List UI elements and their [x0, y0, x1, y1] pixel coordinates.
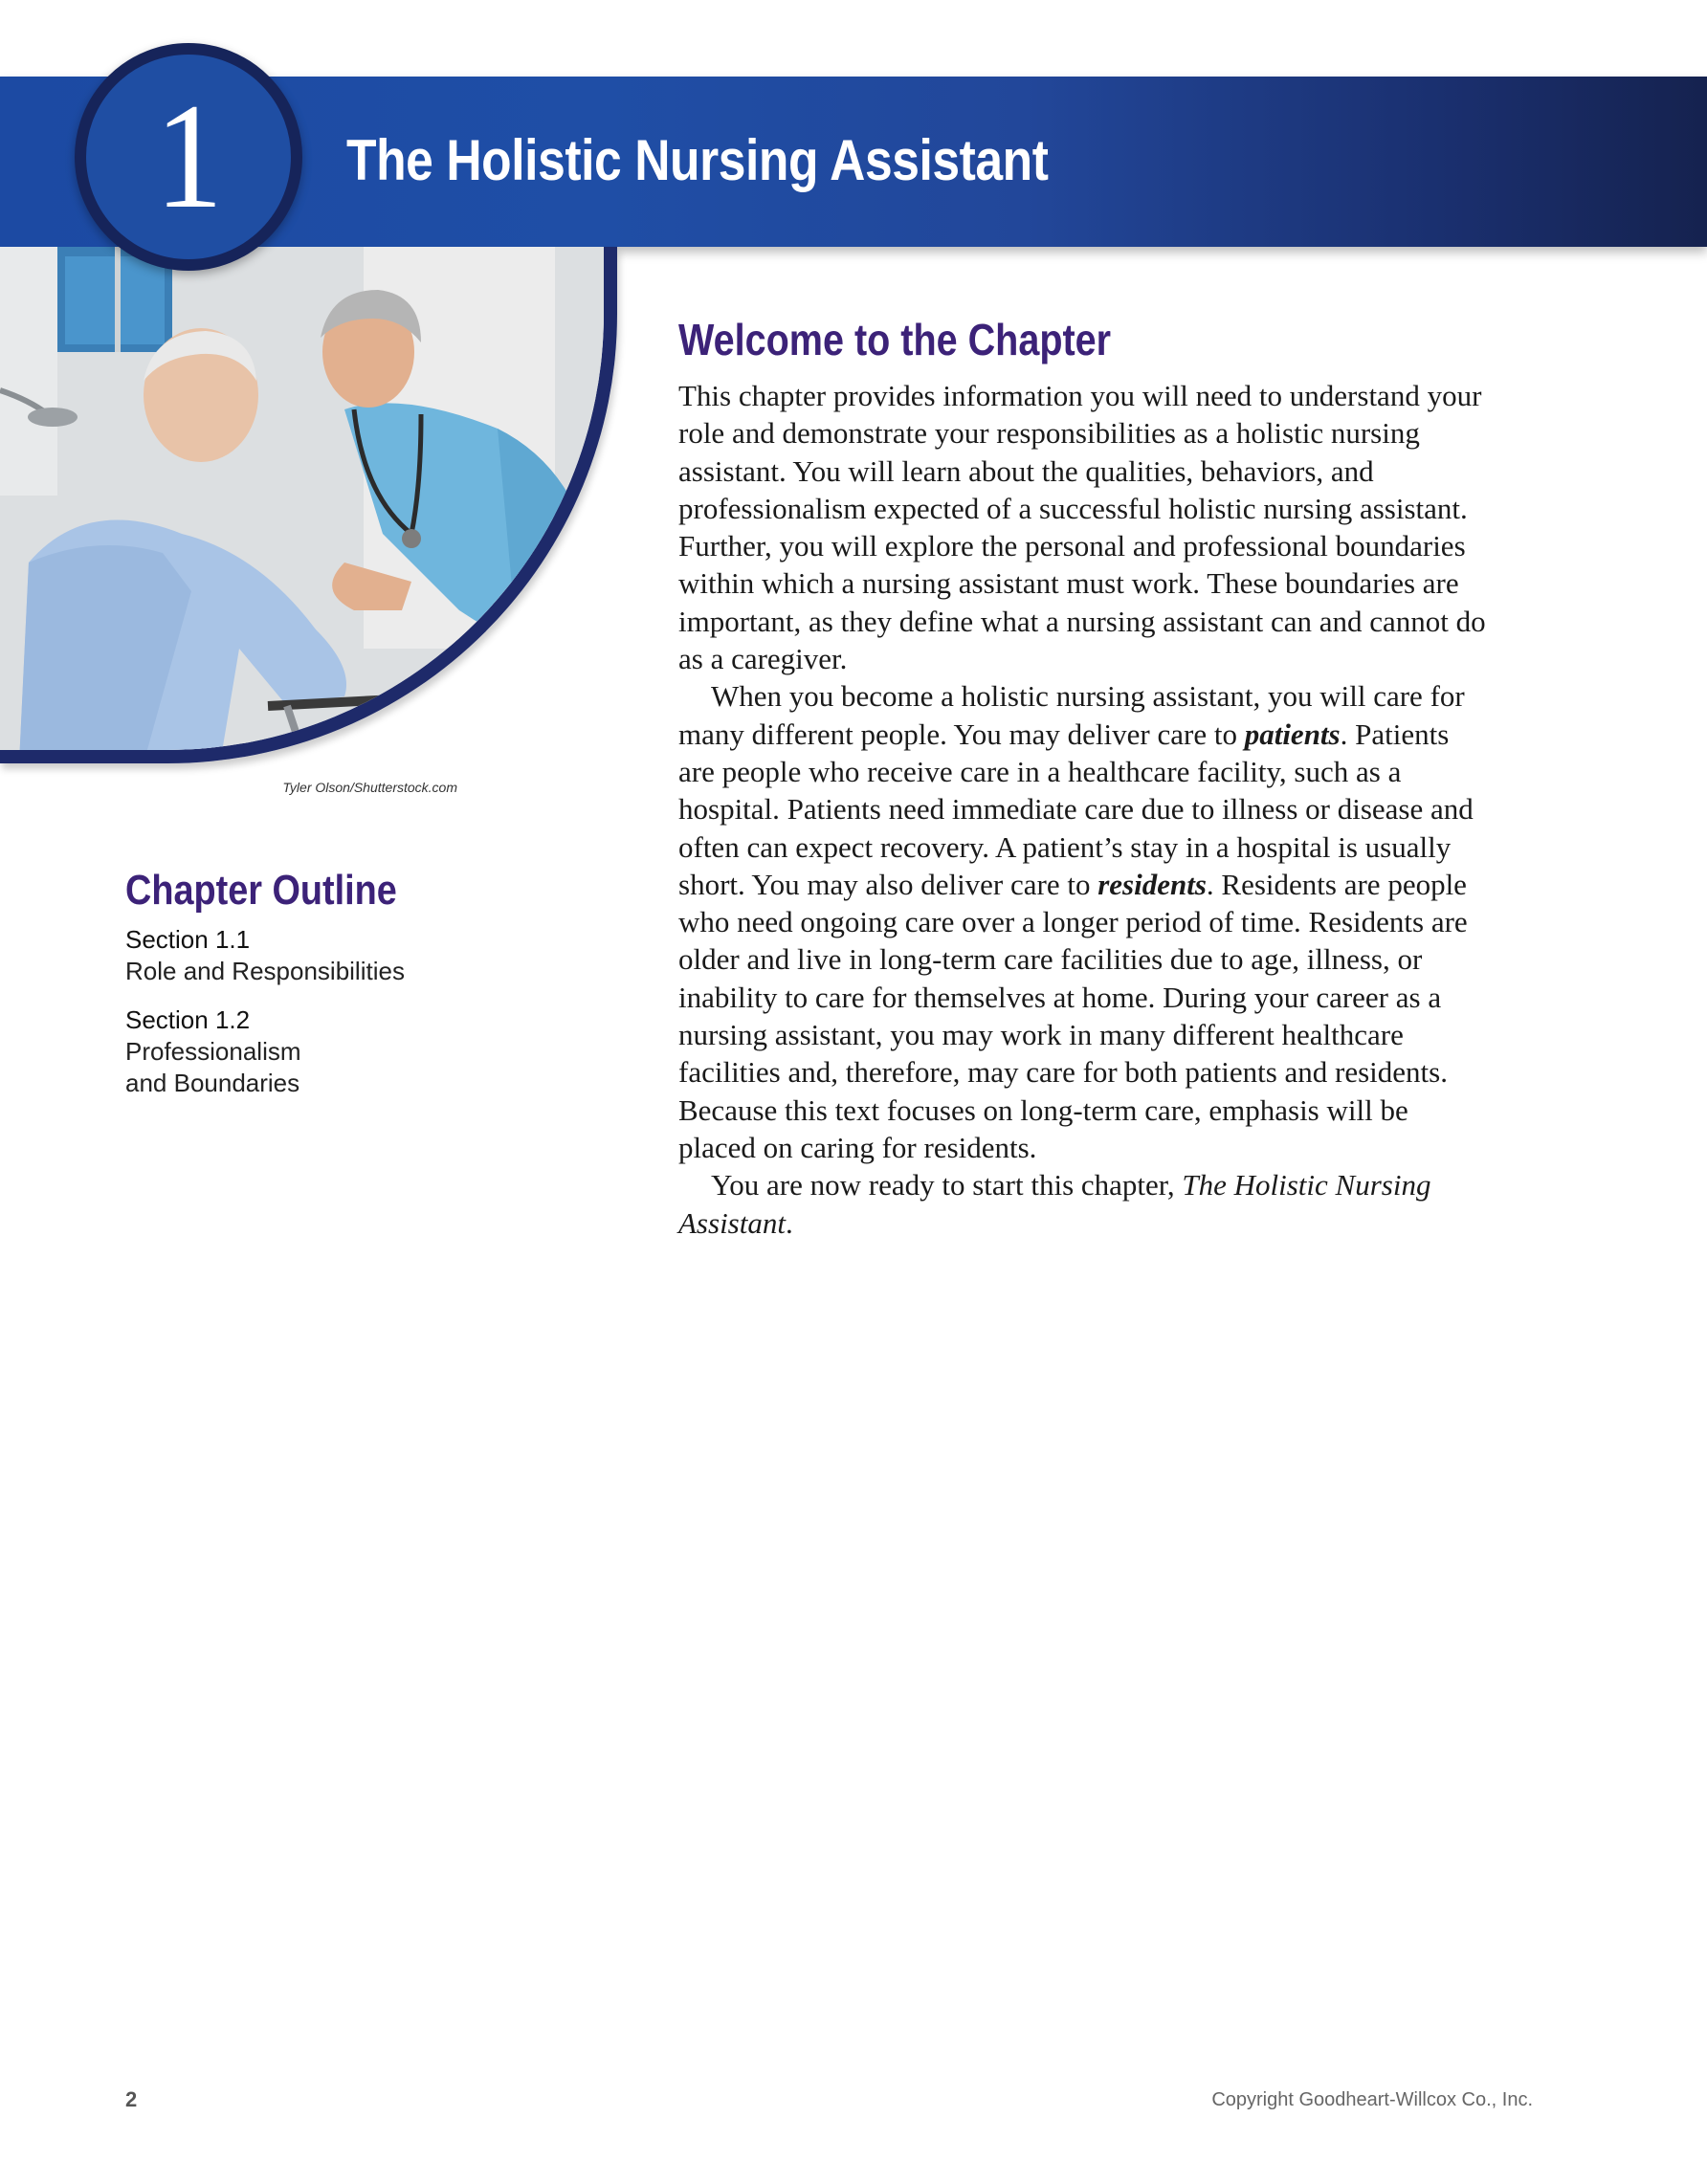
paragraph-3-text-a: You are now ready to start this chapter,	[711, 1168, 1183, 1202]
section-number: Section 1.1	[125, 925, 251, 954]
page-number: 2	[125, 2087, 138, 2111]
chapter-title-reference: The Holistic Nursing Assistant	[678, 1168, 1431, 1240]
chapter-photo	[0, 247, 617, 763]
photo-credit: Tyler Olson/Shutterstock.com	[282, 780, 457, 795]
paragraph-3	[678, 1166, 1492, 1242]
paragraph-3-text-b: .	[785, 1205, 793, 1240]
welcome-heading: Welcome to the Chapter	[678, 315, 1112, 364]
term-residents: residents	[1097, 867, 1207, 901]
section-number: Section 1.2	[125, 1005, 251, 1034]
paragraph-2	[678, 677, 1492, 1166]
chapter-outline	[125, 924, 527, 1116]
outline-section	[125, 924, 527, 987]
paragraph-2-text-b: . Patients are people who receive care in a healthcare facility, such as a hospital. Patients need immediate care due to illness or disease and often can expect recovery. A patient’s stay in a hospital is usually short. You may also deliver care to	[678, 717, 1474, 901]
paragraph-2-text-a: When you become a holistic nursing assistant, you will care for many different people. You may deliver care to	[678, 679, 1465, 751]
outline-section	[125, 1004, 527, 1099]
welcome-body	[678, 377, 1492, 1242]
paragraph-1: This chapter provides information you will need to understand your role and demonstrate your responsibilities as a holistic nursing assistant. You will learn about the qualities, behaviors, and professionalism expected of a successful holistic nursing assistant. Further, you will explore the personal and professional boundaries within which a nursing assistant must work. These boundaries are important, as they define what a nursing assistant can and cannot do as a caregiver.	[678, 379, 1486, 676]
paragraph-2-text-c: . Residents are people who need ongoing care over a longer period of time. Residents are older and live in long-term care facilities due to age, illness, or inability to care for themselves at home. During your career as a nursing assistant, you may work in many different healthcare facilities and, therefore, may care for both patients and residents. Because this text focuses on long-term care, emphasis will be placed on caring for residents.	[678, 867, 1468, 1164]
chapter-number-badge	[75, 43, 302, 271]
section-title: Role and Responsibilities	[125, 957, 405, 985]
chapter-number: 1	[154, 73, 223, 240]
section-title-line2: and Boundaries	[125, 1069, 300, 1097]
term-patients: patients	[1244, 717, 1341, 751]
chapter-title: The Holistic Nursing Assistant	[346, 128, 1049, 192]
photo-illustration	[0, 247, 617, 763]
section-title-line1: Professionalism	[125, 1037, 301, 1066]
chapter-outline-heading: Chapter Outline	[125, 867, 397, 914]
copyright: Copyright Goodheart-Willcox Co., Inc.	[1211, 2089, 1533, 2110]
